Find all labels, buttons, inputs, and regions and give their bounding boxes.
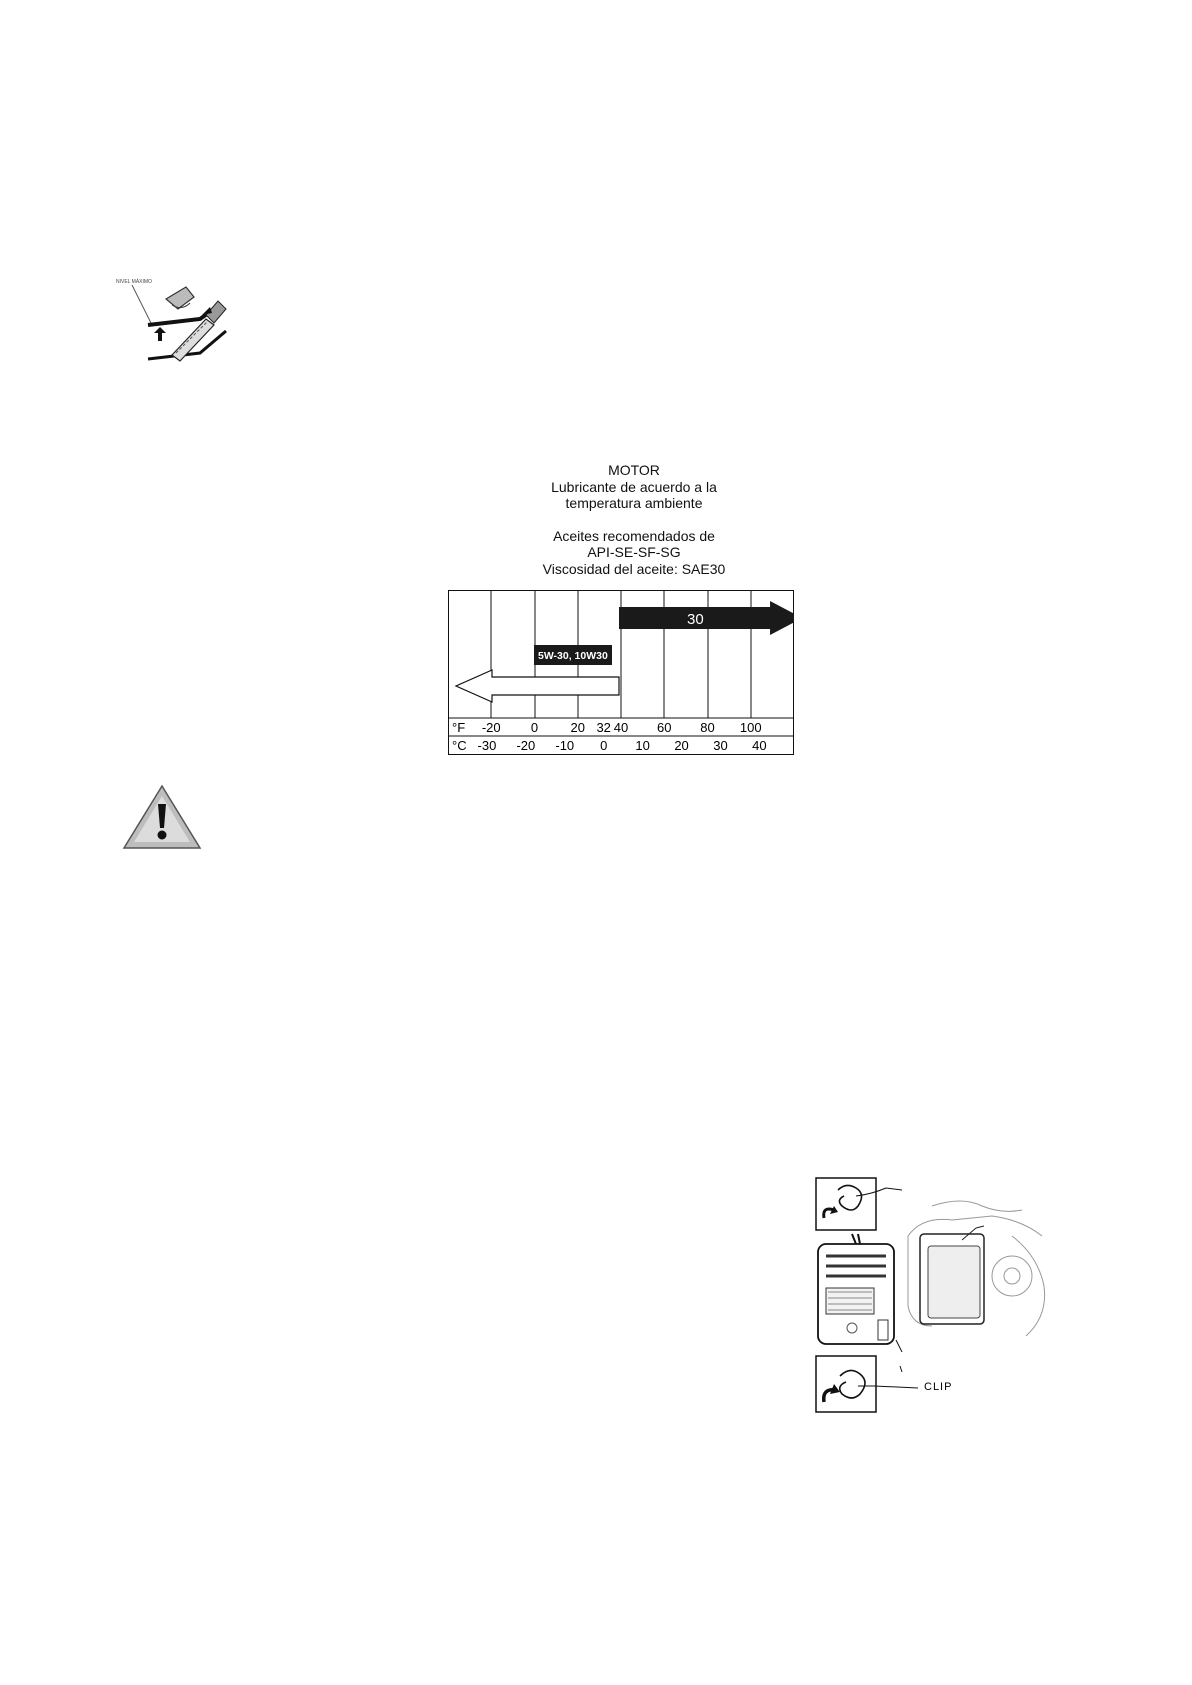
c-tick-label: -30 — [477, 738, 497, 753]
f-tick-label: 80 — [700, 720, 715, 735]
c-tick-label: -20 — [516, 738, 536, 753]
header-lubricant: Lubricante de acuerdo a la — [551, 478, 717, 495]
band-5w30-label: 5W-30, 10W30 — [538, 650, 608, 662]
clip-label: CLIP — [924, 1381, 953, 1393]
oil-viscosity-chart — [448, 590, 794, 755]
oil-chart-header — [440, 462, 828, 577]
f-tick-label: 0 — [530, 720, 539, 735]
oil-level-label: NIVEL MÁXIMO — [116, 279, 152, 285]
f-tick-label: 40 — [613, 720, 629, 735]
header-motor: MOTOR — [608, 462, 660, 478]
c-tick-label: 10 — [635, 738, 650, 753]
header-viscosity: Viscosidad del aceite: SAE30 — [542, 560, 726, 577]
f-tick-label: -20 — [481, 720, 501, 735]
c-tick-label: 40 — [752, 738, 767, 753]
f-row-label: °F — [452, 720, 466, 735]
c-tick-label: -10 — [555, 738, 575, 753]
c-tick-label: 0 — [600, 738, 608, 753]
header-temperature: temperatura ambiente — [565, 495, 703, 511]
c-tick-label: 20 — [674, 738, 689, 753]
f-tick-label: 32 — [596, 720, 611, 735]
header-recommended: Aceites recomendados de — [553, 527, 715, 544]
f-tick-label: 60 — [657, 720, 672, 735]
f-tick-label: 100 — [739, 720, 762, 735]
c-tick-label: 30 — [713, 738, 728, 753]
oil-level-illustration — [114, 275, 240, 377]
f-tick-label: 20 — [570, 720, 585, 735]
air-filter-illustration — [812, 1176, 1050, 1416]
warning-icon — [120, 782, 204, 852]
band-30-label: 30 — [687, 611, 704, 628]
c-row-label: °C — [452, 738, 467, 753]
header-api: API-SE-SF-SG — [587, 544, 681, 560]
